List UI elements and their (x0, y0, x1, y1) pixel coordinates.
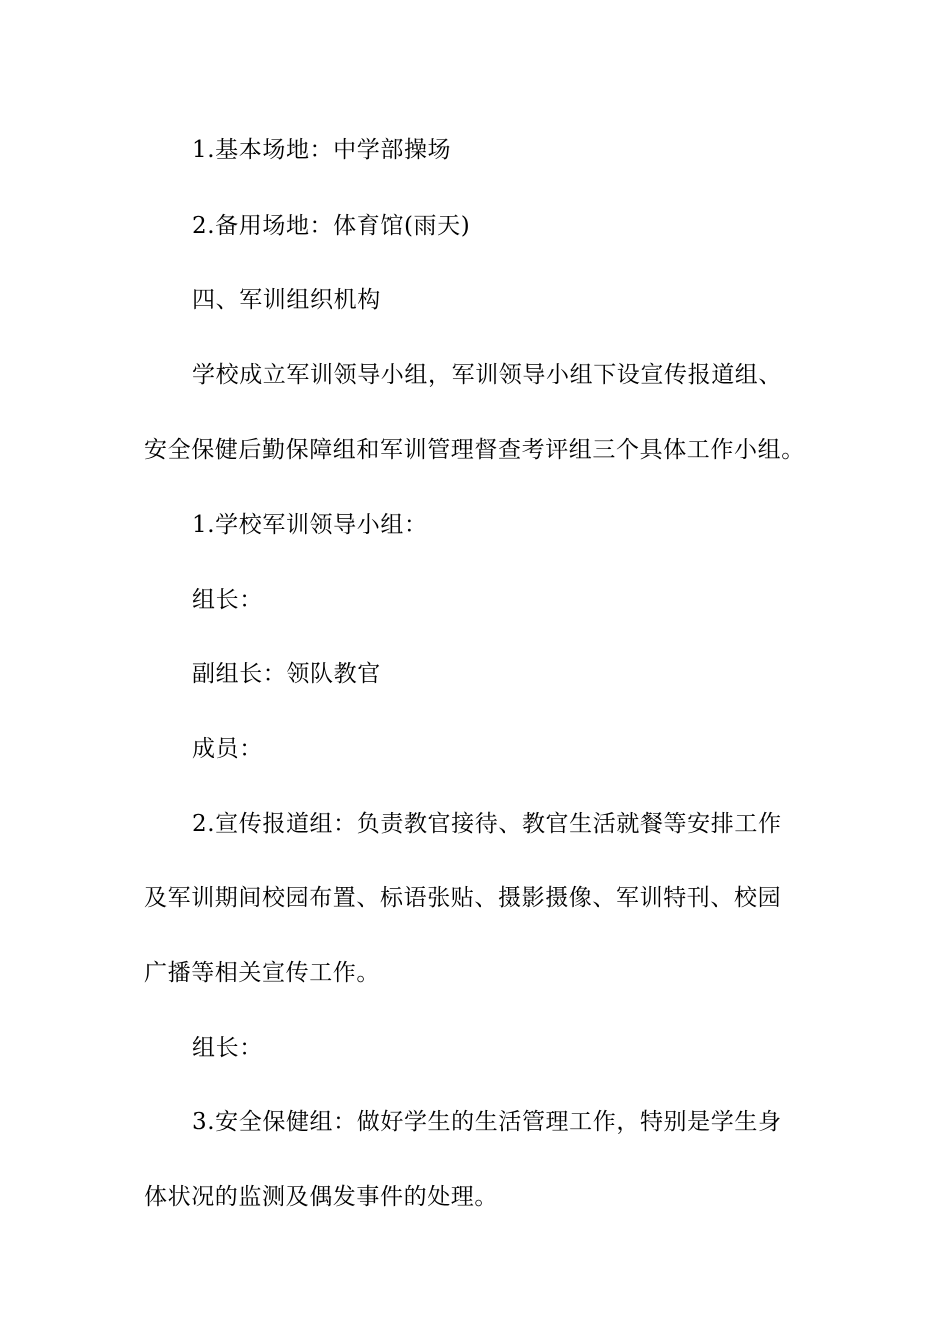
venue-basic-line: 1.基本场地：中学部操场 (192, 137, 452, 163)
leadership-leader-line: 组长： (192, 587, 263, 613)
section-heading-organization: 四、军训组织机构 (192, 287, 381, 313)
safety-group-line-2: 体状况的监测及偶发事件的处理。 (144, 1184, 498, 1210)
publicity-group-line-2: 及军训期间校园布置、标语张贴、摄影摄像、军训特刊、校园 (144, 885, 782, 911)
leadership-group-heading: 1.学校军训领导小组： (192, 512, 428, 538)
publicity-group-line-1: 2.宣传报道组：负责教官接待、教官生活就餐等安排工作 (192, 811, 782, 837)
leadership-deputy-line: 副组长：领队教官 (192, 661, 381, 687)
paragraph-organization-line-2: 安全保健后勤保障组和军训管理督查考评组三个具体工作小组。 (144, 437, 805, 463)
paragraph-organization-line-1: 学校成立军训领导小组，军训领导小组下设宣传报道组、 (192, 362, 782, 388)
leadership-members-line: 成员： (192, 736, 263, 762)
safety-group-line-1: 3.安全保健组：做好学生的生活管理工作，特别是学生身 (192, 1109, 782, 1135)
publicity-group-line-3: 广播等相关宣传工作。 (144, 960, 380, 986)
publicity-leader-line: 组长： (192, 1035, 263, 1061)
venue-backup-line: 2.备用场地：体育馆(雨天) (192, 213, 471, 239)
